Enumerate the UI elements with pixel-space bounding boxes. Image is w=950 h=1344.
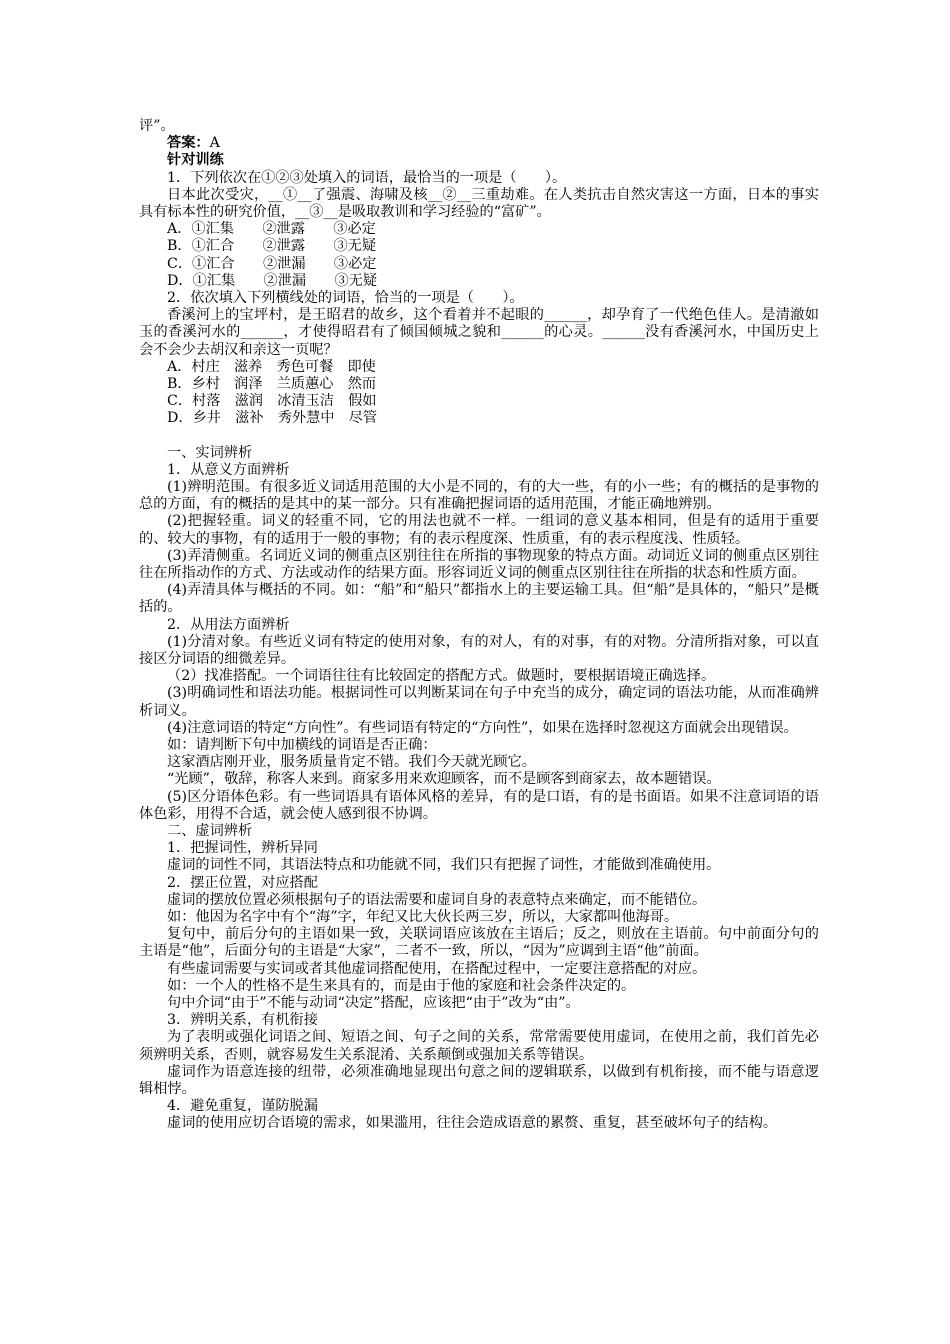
note-paragraph: (5)区分语体色彩。有一些词语具有语体风格的差异，有的是口语，有的是书面语。如果不注意词语的语体色彩，用得不合适，就会使人感到很不协调。 [139,788,819,822]
note-heading: 一、实词辨析 [167,444,253,461]
section-gap [139,427,819,444]
q1-option: C．①汇合 ②泄漏 ③必定 [167,255,377,272]
note-paragraph: 如：他因为名字中有个“海”字，年纪又比大伙长两三岁，所以，大家都叫他海哥。 [167,909,679,926]
document-page [139,118,819,1133]
q1-passage: 日本此次受灾，__①__了强震、海啸及核__②__三重劫难。在人类抗击自然灾害这一方面，日本的事实具有标本性的研究价值，__③__是吸取教训和学习经验的“富矿”。 [139,186,819,220]
q2-stem: 2．依次填入下列横线处的词语，恰当的一项是（ ）。 [167,289,524,306]
note-heading: 1．把握词性，辨析异同 [167,840,318,857]
note-paragraph: 虚词的使用应切合语境的需求，如果滥用，往往会造成语意的累赘、重复，甚至破坏句子的结构。 [167,1115,778,1132]
note-paragraph: (1)辨明范围。有很多近义词适用范围的大小是不同的，有的大一些，有的小一些；有的概括的是事物的总的方面，有的概括的是其中的某一部分。只有准确把握词语的适用范围，才能正确地辨别。 [139,479,819,513]
note-paragraph: 句中介词“由于”不能与动词“决定”搭配，应该把“由于”改为“由”。 [167,995,580,1012]
note-paragraph: 为了表明或强化词语之间、短语之间、句子之间的关系，常常需要使用虚词，在使用之前，我们首先必须辨明关系，否则，就容易发生关系混淆、关系颠倒或强加关系等错误。 [139,1029,819,1063]
note-paragraph: “光顾”，敬辞，称客人来到。商家多用来欢迎顾客，而不是顾客到商家去，故本题错误。 [167,771,721,788]
q2-option: D．乡井 滋补 秀外慧中 尽管 [167,410,378,427]
note-paragraph: 虚词作为语意连接的纽带，必须准确地显现出句意之间的逻辑联系，以做到有机衔接，而不能与语意逻辑相悖。 [139,1063,819,1098]
q2-option: C．村落 滋润 冰清玉洁 假如 [167,393,377,410]
q2-option: B．乡村 润泽 兰质蕙心 然而 [167,375,377,392]
note-paragraph: (1)分清对象。有些近义词有特定的使用对象，有的对人，有的对事，有的对物。分清所指对象，可以直接区分词语的细微差异。 [139,633,819,668]
answer-label: 答案： [167,135,210,152]
note-paragraph: (4)注意词语的特定“方向性”。有些词语有特定的“方向性”，如果在选择时忽视这方面就会出现错误。 [167,719,798,736]
q1-stem: 1．下列依次在①②③处填入的词语，最恰当的一项是（ ）。 [167,169,567,186]
note-heading: 二、虚词辨析 [167,823,253,840]
note-paragraph: (2)把握轻重。词义的轻重不同，它的用法也就不一样。一组词的意义基本相同，但是有的适用于重要的、较大的事物，有的适用于一般的事物；有的表示程度深、性质重，有的表示程度浅、性质轻。 [139,513,819,547]
q1-option: D．①汇集 ②泄漏 ③无疑 [167,272,378,289]
note-paragraph: (4)弄清具体与概括的不同。如：“船”和“船只”都指水上的主要运输工具。但“船”是具体的，“船只”是概括的。 [139,582,819,616]
note-paragraph: (3)弄清侧重。名词近义词的侧重点区别往往在所指的事物现象的特点方面。动词近义词的侧重点区别往往在所指动作的方式、方法或动作的结果方面。形容词近义词的侧重点区别往往在所指的状态和性质方面。 [139,547,819,582]
note-paragraph: 如：一个人的性格不是生来具有的，而是由于他的家庭和社会条件决定的。 [167,977,636,994]
note-paragraph: （2）找准搭配。一个词语往往有比较固定的搭配方式。做题时，要根据语境正确选择。 [167,668,716,685]
note-heading: 4．避免重复，谨防脱漏 [167,1098,318,1115]
q2-option: A．村庄 滋养 秀色可餐 即使 [167,358,376,375]
note-paragraph: 虚词的词性不同，其语法特点和功能就不同，我们只有把握了词性，才能做到准确使用。 [167,857,721,874]
answer-line [139,135,819,152]
previous-text-tail: 评”。 [139,118,175,134]
note-heading: 2．摆正位置，对应搭配 [167,874,318,891]
q2-passage: 香溪河上的宝坪村，是王昭君的故乡，这个看着并不起眼的______，却孕育了一代绝色佳人。是清澈如玉的香溪河水的______，才使得昭君有了倾国倾城之貌和______的心灵。______没有香溪河水，中国历史上会不会少去胡汉和亲这一页呢？ [139,307,819,358]
note-paragraph: 如：请判断下句中加横线的词语是否正确： [167,737,437,754]
note-heading: 1．从意义方面辨析 [167,461,290,478]
note-paragraph: (3)明确词性和语法功能。根据词性可以判断某词在句子中充当的成分，确定词的语法功能，从而准确辨析词义。 [139,685,819,719]
q1-option: B．①汇合 ②泄露 ③无疑 [167,238,377,255]
drill-heading: 针对训练 [167,152,224,169]
note-heading: 2．从用法方面辨析 [167,616,290,633]
note-paragraph: 这家酒店刚开业，服务质量肯定不错。我们今天就光顾它。 [167,754,536,771]
note-paragraph: 虚词的摆放位置必须根据句子的语法需要和虚词自身的表意特点来确定，而不能错位。 [167,891,707,908]
note-paragraph: 有些虚词需要与实词或者其他虚词搭配使用，在搭配过程中，一定要注意搭配的对应。 [167,960,707,977]
study-notes [139,445,819,1133]
answer-value: A [209,135,220,152]
note-heading: 3．辨明关系，有机衔接 [167,1012,318,1029]
note-paragraph: 复句中，前后分句的主语如果一致，关联词语应该放在主语后；反之，则放在主语前。句中前面分句的主语是“他”，后面分句的主语是“大家”，二者不一致，所以，“因为”应调到主语“他”前面。 [139,926,819,960]
q1-option: A．①汇集 ②泄露 ③必定 [167,221,376,238]
